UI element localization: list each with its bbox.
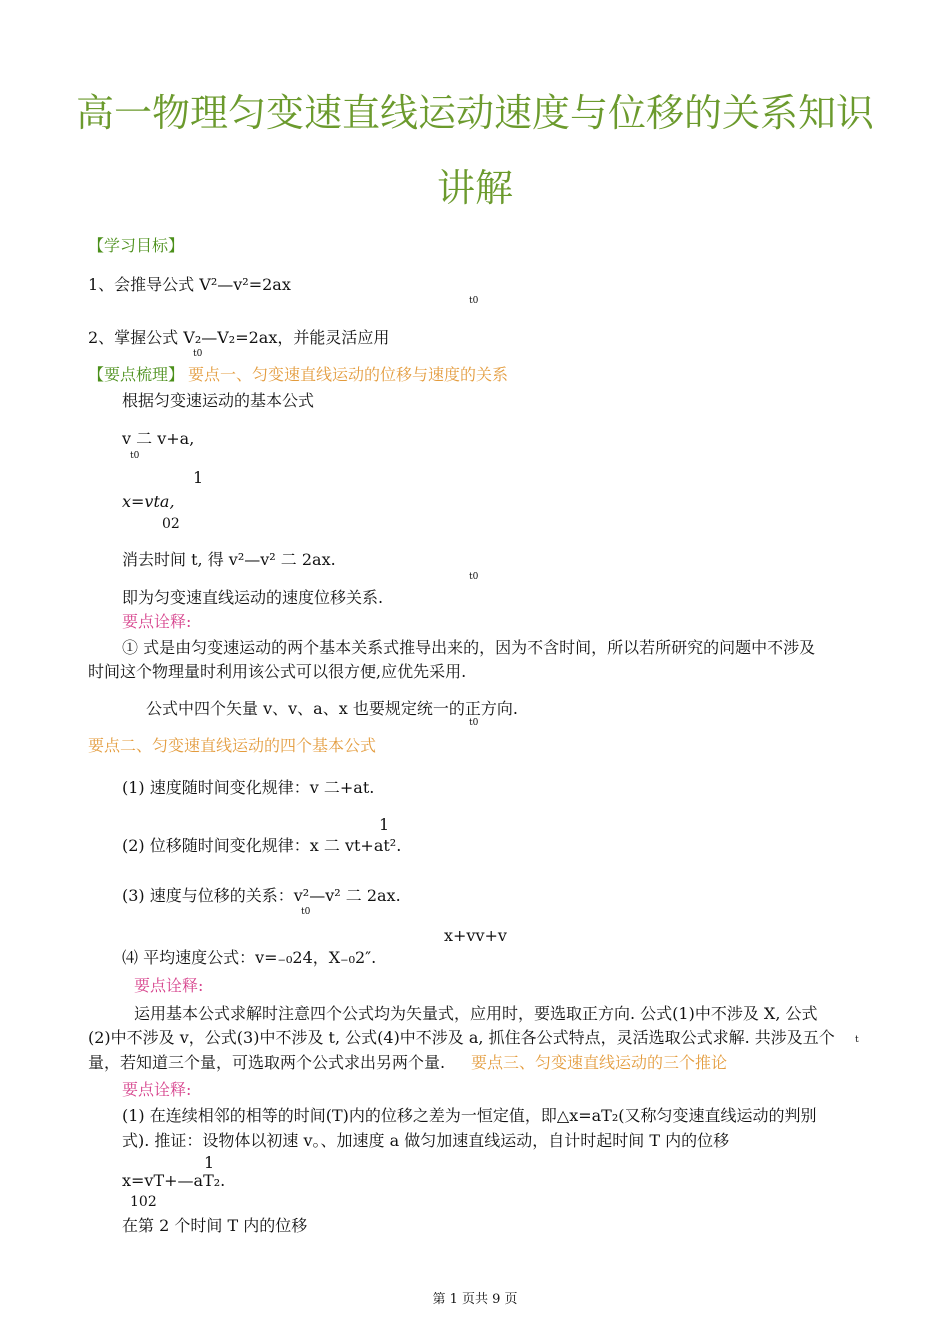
formula-2-numerator: 1 xyxy=(379,815,390,834)
formula-velocity: v 二 v+a, xyxy=(122,429,195,448)
formula-velocity-sub: t0 xyxy=(130,451,140,461)
formula-3: (3) 速度与位移的关系：v²—v² 二 2ax. xyxy=(122,886,401,905)
section-2-para-line-2: (2)中不涉及 v，公式(3)中不涉及 t, 公式(4)中不涉及 a, 抓住各公式特点，灵活选取公式求解. 共涉及五个 xyxy=(88,1028,835,1047)
rule-1-line-2: 式). 推证：设物体以初速 v。、加速度 a 做匀加速直线运动，自计时起时间 T 内的位移 xyxy=(122,1131,730,1150)
section-3-header: 要点三、匀变速直线运动的三个推论 xyxy=(471,1053,728,1072)
eliminate-time-sub: t0 xyxy=(469,572,479,582)
goal-item-2: 2、掌握公式 V₂—V₂=2ax，并能灵活应用 xyxy=(88,328,390,347)
section-2-header: 要点二、匀变速直线运动的四个基本公式 xyxy=(88,736,377,755)
formula-1: (1) 速度随时间变化规律：v 二+at. xyxy=(122,778,375,797)
goals-header: 【学习目标】 xyxy=(88,236,185,255)
formula-x1: x=vT+—aT₂. xyxy=(122,1171,226,1190)
formula-4-numerator: x+vv+v xyxy=(444,926,507,945)
formula-x1-numerator: 1 xyxy=(204,1153,215,1172)
second-interval: 在第 2 个时间 T 内的位移 xyxy=(122,1216,308,1235)
points-header-bracket: 【要点梳理】 xyxy=(88,365,185,384)
conclusion: 即为匀变速直线运动的速度位移关系. xyxy=(122,588,384,607)
formula-displacement-numerator: 1 xyxy=(193,468,204,487)
formula-x1-sub: 102 xyxy=(130,1194,157,1210)
points-intro: 根据匀变速运动的基本公式 xyxy=(122,391,315,410)
goal-item-1: 1、会推导公式 V²—v²=2ax xyxy=(88,275,291,294)
note-1-line-2: 时间这个物理量时利用该公式可以很方便,应优先采用. xyxy=(88,662,467,681)
note-2: 公式中四个矢量 v、v、a、x 也要规定统一的正方向. xyxy=(146,699,518,718)
note-2-sub: t0 xyxy=(469,718,479,728)
rule-1-line-1: (1) 在连续相邻的相等的时间(T)内的位移之差为一恒定值，即△x=aT₂(又称匀变速直线运动的判别 xyxy=(122,1106,817,1125)
page-title-line1: 高一物理匀变速直线运动速度与位移的关系知识 xyxy=(75,91,874,135)
formula-2: (2) 位移随时间变化规律：x 二 vt+at². xyxy=(122,836,402,855)
goal-item-1-sub: t0 xyxy=(469,296,479,306)
note-label-1: 要点诠释: xyxy=(122,612,192,631)
formula-displacement-sub: 02 xyxy=(162,516,180,532)
note-label-3: 要点诠释: xyxy=(122,1080,192,1099)
note-label-2: 要点诠释: xyxy=(134,976,204,995)
formula-4: ⑷ 平均速度公式：v=₋₀24，X₋₀2″. xyxy=(122,948,377,967)
page-title-line2: 讲解 xyxy=(436,166,513,210)
section-2-para-line-1: 运用基本公式求解时注意四个公式均为矢量式，应用时，要选取正方向. 公式(1)中不涉及 X, 公式 xyxy=(134,1004,818,1023)
goal-item-2-sub: t0 xyxy=(193,349,203,359)
page-footer: 第 1 页共 9 页 xyxy=(432,1292,518,1307)
formula-3-sub: t0 xyxy=(301,907,311,917)
formula-displacement: x=vta, xyxy=(122,492,175,511)
note-1-line-1: ① 式是由匀变速运动的两个基本关系式推导出来的，因为不含时间，所以若所研究的问题中不涉及 xyxy=(122,638,816,657)
section-2-para-line-2-sub: t xyxy=(855,1035,859,1045)
section-2-para-line-3: 量，若知道三个量，可选取两个公式求出另两个量. xyxy=(88,1053,446,1072)
points-header-title: 要点一、匀变速直线运动的位移与速度的关系 xyxy=(188,365,509,384)
eliminate-time: 消去时间 t, 得 v²—v² 二 2ax. xyxy=(122,550,336,569)
